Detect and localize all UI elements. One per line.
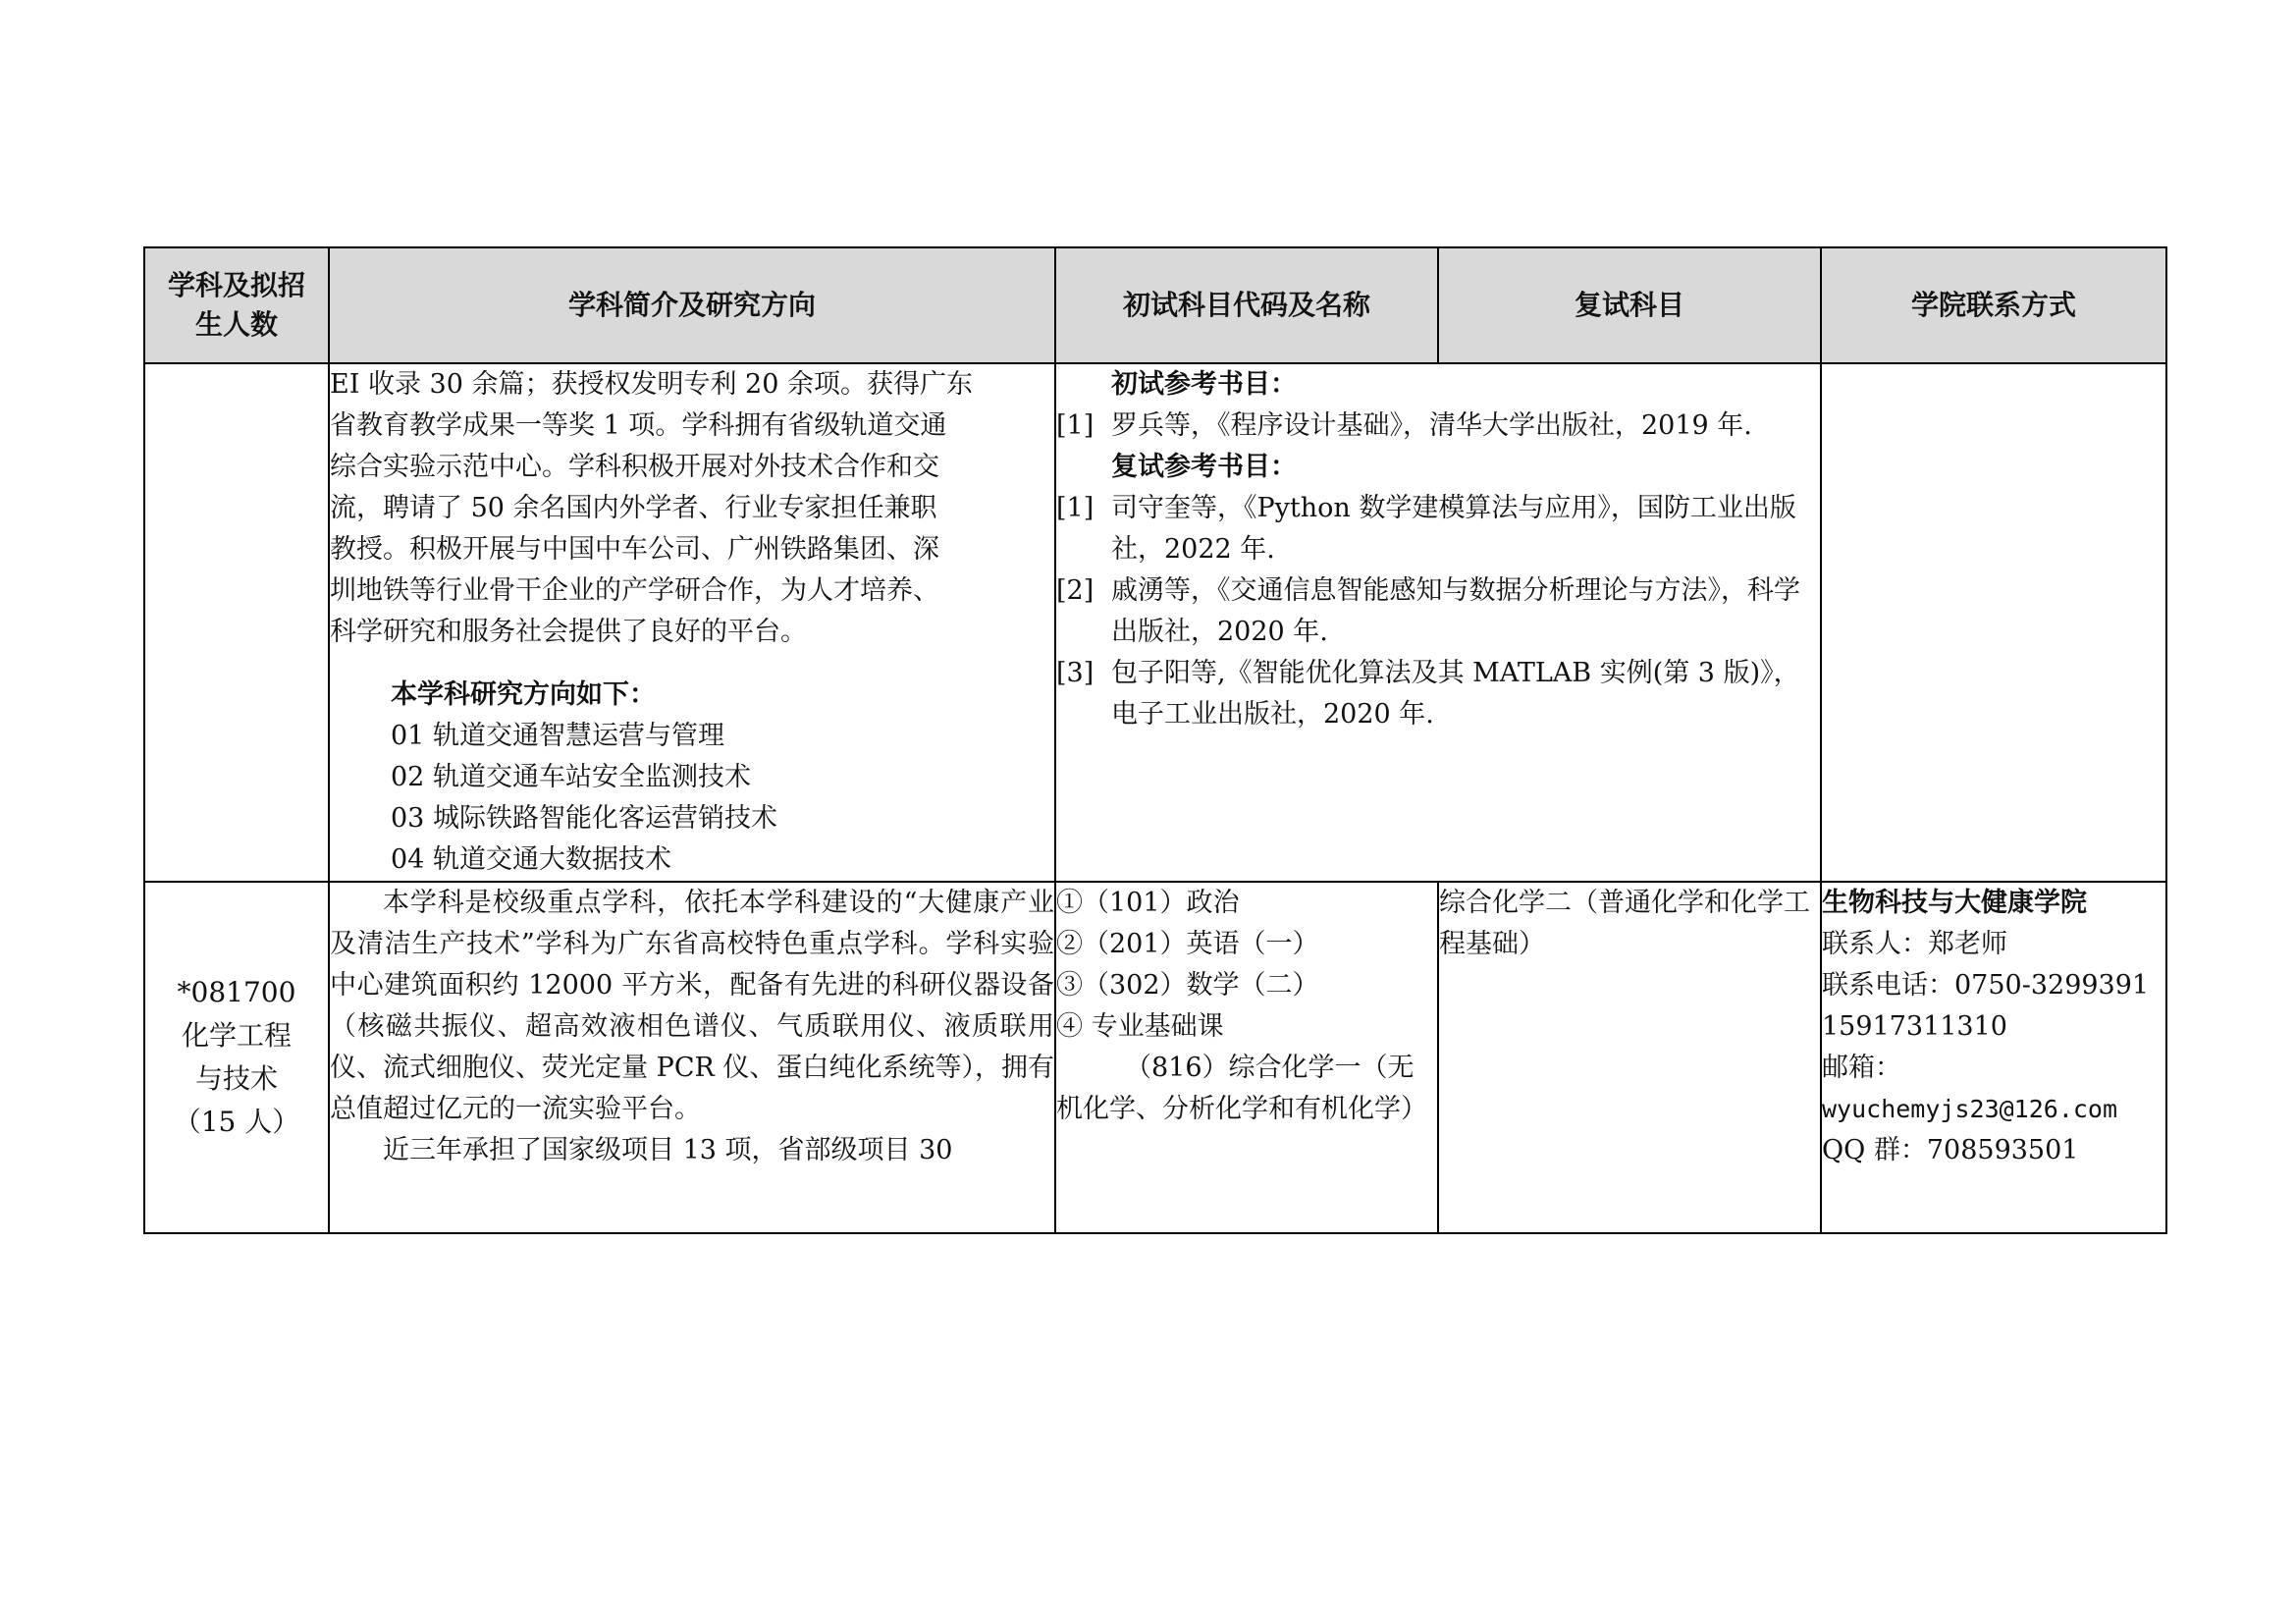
exam-sub-item: （816）综合化学一（无 [1125, 1053, 1415, 1083]
exam-item: ③（302）数学（二） [1056, 970, 1319, 1001]
intro-line: 流，聘请了 50 余名国内外学者、行业专家担任兼职 [330, 493, 937, 523]
subject-count: （15 人） [173, 1106, 300, 1138]
contact-cell [1821, 882, 2166, 1233]
exam-item: ②（201）英语（一） [1056, 929, 1319, 959]
contact-cell-empty [1821, 363, 2166, 882]
email[interactable]: wyuchemyjs23@126.com [1822, 1095, 2118, 1123]
subject-cell [144, 882, 329, 1233]
table-row [144, 363, 2166, 882]
subject-cell-empty [144, 363, 329, 882]
intro-line: 省教育教学成果一等奖 1 项。学科拥有省级轨道交通 [330, 410, 947, 441]
exam-item: ④ 专业基础课 [1056, 1011, 1224, 1042]
exam-sub-item-cont: 机化学、分析化学和有机化学） [1056, 1094, 1427, 1124]
retest-subject: 综合化学二（普通化学和化学工程基础） [1439, 888, 1810, 959]
header-contact: 学院联系方式 [1821, 247, 2166, 363]
intro-cell [329, 363, 1055, 882]
directions-title: 本学科研究方向如下： [391, 679, 656, 710]
reference-number: [1] [1056, 493, 1095, 523]
intro-cell [329, 882, 1055, 1233]
intro-line: EI 收录 30 余篇；获授权发明专利 20 余项。获得广东 [330, 369, 973, 400]
intro-paragraph: 近三年承担了国家级项目 13 项，省部级项目 30 [383, 1135, 953, 1165]
intro-line: 综合实验示范中心。学科积极开展对外技术合作和交 [330, 452, 939, 482]
header-intro: 学科简介及研究方向 [329, 247, 1055, 363]
reference-item [1056, 488, 1820, 570]
initial-ref-title: 初试参考书目： [1111, 369, 1297, 400]
header-subject: 学科及拟招生人数 [144, 247, 329, 363]
direction-item: 02 轨道交通车站安全监测技术 [391, 762, 751, 792]
reference-item [1056, 570, 1820, 653]
direction-item: 04 轨道交通大数据技术 [391, 844, 671, 875]
email-label: 邮箱： [1822, 1053, 1901, 1083]
direction-item: 03 城际铁路智能化客运营销技术 [391, 803, 777, 834]
reference-text: 包子阳等,《智能优化算法及其 MATLAB 实例(第 3 版)》，电子工业出版社，2020 年. [1111, 658, 1800, 730]
table-row [144, 882, 2166, 1233]
subject-name: 化学工程 [181, 1019, 292, 1052]
reference-books-cell [1055, 363, 1821, 882]
intro-line: 圳地铁等行业骨干企业的产学研合作，为人才培养、 [330, 575, 939, 606]
retest-cell [1438, 882, 1821, 1233]
exam-subjects-cell [1055, 882, 1438, 1233]
reference-text: 司守奎等，《Python 数学建模算法与应用》，国防工业出版社，2022 年. [1111, 493, 1796, 565]
exam-item: ①（101）政治 [1056, 888, 1240, 918]
qq-group: QQ 群：708593501 [1822, 1135, 2079, 1165]
direction-item: 01 轨道交通智慧运营与管理 [391, 721, 724, 751]
reference-item [1056, 406, 1820, 447]
intro-paragraph: 本学科是校级重点学科，依托本学科建设的“大健康产业及清洁生产技术”学科为广东省高校特色重点学科。学科实验中心建筑面积约 12000 平方米，配备有先进的科研仪器设备（核磁共振仪、超高效液相色谱仪、气质联用仪、液质联用仪、流式细胞仪、荧光定量 PCR 仪、蛋白纯化系统等），拥有总值超过亿元的一流实验平台。 [330, 888, 1054, 1124]
contact-person: 联系人：郑老师 [1822, 929, 2007, 959]
mobile: 15917311310 [1822, 1011, 2007, 1042]
school-name: 生物科技与大健康学院 [1822, 888, 2087, 918]
retest-ref-title: 复试参考书目： [1111, 452, 1297, 482]
subject-code: *081700 [177, 976, 296, 1008]
intro-line: 教授。积极开展与中国中车公司、广州铁路集团、深 [330, 534, 939, 565]
header-exam: 初试科目代码及名称 [1055, 247, 1438, 363]
phone: 联系电话：0750-3299391 [1822, 970, 2150, 1001]
reference-number: [3] [1056, 658, 1095, 688]
reference-number: [2] [1056, 575, 1095, 606]
admissions-table [143, 246, 2167, 1234]
header-row [144, 247, 2166, 363]
reference-number: [1] [1056, 410, 1095, 441]
header-retest: 复试科目 [1438, 247, 1821, 363]
reference-item [1056, 653, 1820, 735]
intro-line: 科学研究和服务社会提供了良好的平台。 [330, 617, 807, 647]
reference-text: 戚湧等，《交通信息智能感知与数据分析理论与方法》，科学出版社，2020 年. [1111, 575, 1800, 647]
reference-text: 罗兵等，《程序设计基础》，清华大学出版社，2019 年. [1111, 410, 1752, 441]
subject-name: 与技术 [194, 1062, 278, 1095]
